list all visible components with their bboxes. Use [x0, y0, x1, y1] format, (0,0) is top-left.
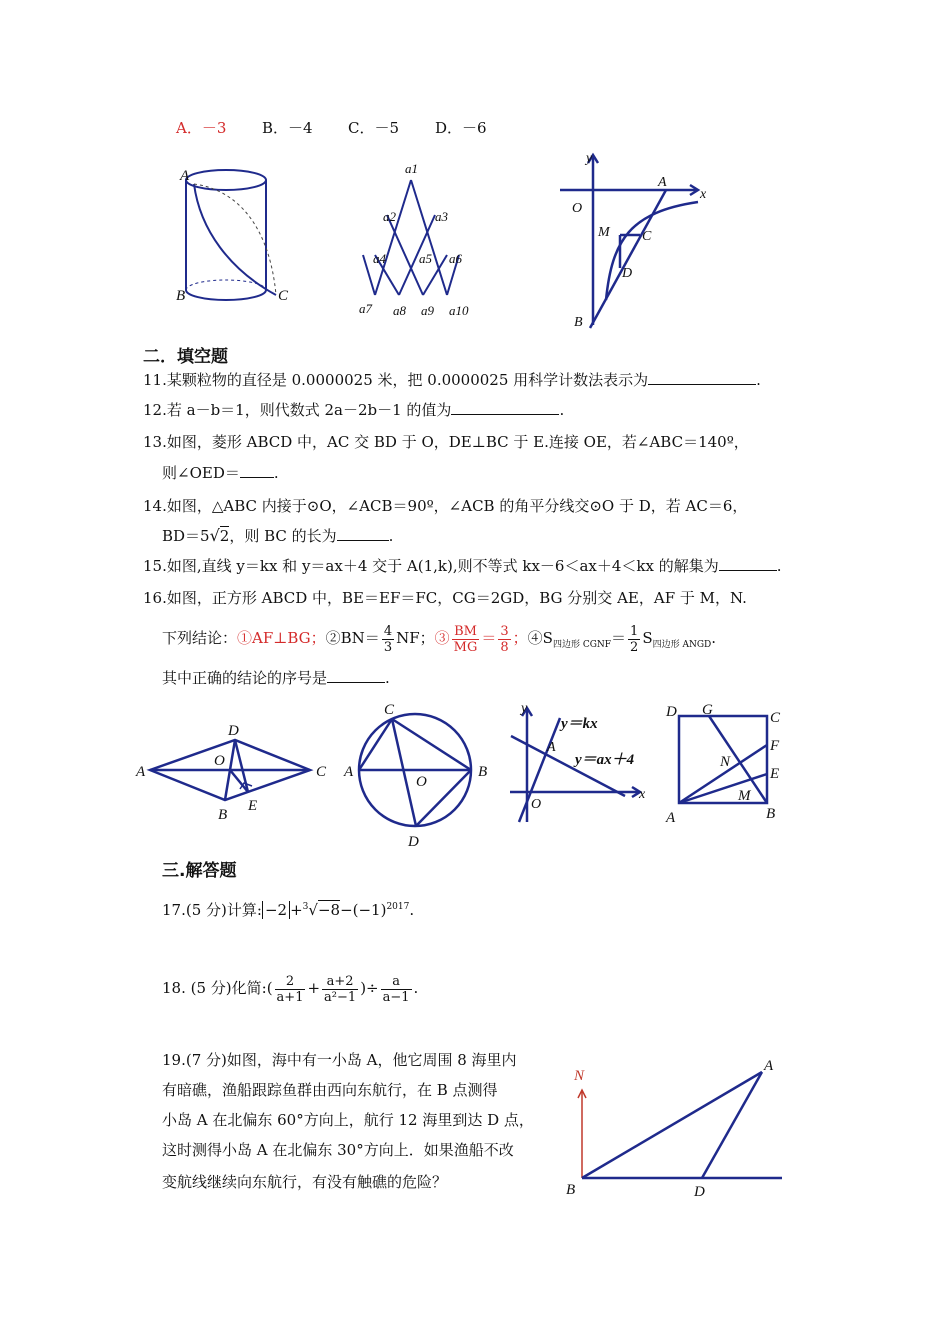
q16-line3: 其中正确的结论的序号是 .: [162, 669, 390, 687]
graph-c: C: [642, 229, 652, 244]
tri-a2: a2: [383, 209, 396, 224]
ci-d: D: [408, 834, 419, 850]
choice-d: D．－6: [435, 119, 487, 137]
q14-line2: BD＝5√2，则 BC 的长为 .: [162, 526, 394, 545]
q16-line1: 16.如图，正方形 ABCD 中，BE＝EF＝FC，CG＝2GD，BG 分别交 AE，AF 于 M，N.: [143, 589, 747, 607]
circle-figure: [340, 700, 500, 850]
q19-line5: 变航线继续向东航行，有没有触礁的危险？: [162, 1173, 448, 1191]
q19-line3: 小岛 A 在北偏东 60°方向上，航行 12 海里到达 D 点，: [162, 1111, 534, 1129]
q13-line1: 13.如图，菱形 ABCD 中，AC 交 BD 于 O，DE⊥BC 于 E.连接 OE，若∠ABC＝140º，: [143, 433, 749, 451]
ln-ykx: y＝kx: [561, 716, 598, 732]
q18: 18. (5 分)化简:( $\frac{2}{a+1}$ + $\frac{a+2}{\text{a²−1}}$ )÷ $\frac{a}{a-1}$ .: [162, 973, 419, 1005]
graph-b: B: [574, 315, 583, 330]
rh-e: E: [248, 798, 258, 814]
sq-f: F: [770, 738, 780, 754]
tri-a10: a10: [449, 303, 469, 318]
cylinder-figure: [170, 150, 290, 310]
q19-line4: 这时测得小岛 A 在北偏东 30°方向上．如果渔船不改: [162, 1141, 514, 1159]
graph-o: O: [572, 201, 583, 216]
graph-a: A: [658, 175, 667, 190]
sq-b: B: [766, 806, 776, 822]
q19-line1: 19.(7 分)如图，海中有一小岛 A，他它周围 8 海里内: [162, 1051, 517, 1069]
sq-e: E: [770, 766, 780, 782]
q12: 12.若 a－b＝1，则代数式 2a－2b－1 的值为 .: [143, 401, 565, 419]
rh-b: B: [218, 807, 228, 823]
graph-d: D: [622, 266, 633, 281]
ln-yax: y＝ax＋4: [575, 752, 635, 768]
square-figure: [662, 698, 792, 828]
tri-a1: a1: [405, 161, 418, 176]
tri-a3: a3: [435, 209, 448, 224]
choice-b: B．－4: [262, 119, 313, 137]
q11: 11.某颗粒物的直径是 0.0000025 米，把 0.0000025 用科学计数法表示为 .: [143, 371, 761, 389]
tri-a7: a7: [359, 301, 372, 316]
graph-m: M: [598, 225, 610, 240]
conclusion-1: ①AF⊥BG；: [237, 629, 326, 647]
q14-line1: 14.如图，△ABC 内接于⊙O，∠ACB＝90º，∠ACB 的角平分线交⊙O 于 D，若 AC＝6，: [143, 497, 748, 515]
cyl-label-c: C: [278, 288, 289, 304]
sq-n: N: [720, 754, 731, 770]
ci-a: A: [344, 764, 354, 780]
q15: 15.如图,直线 y＝kx 和 y＝ax＋4 交于 A(1,k),则不等式 kx－6＜ax＋4＜kx 的解集为 .: [143, 557, 782, 575]
sq-g: G: [702, 702, 713, 718]
tri-a8: a8: [393, 303, 406, 318]
conclusion-3: ③ $\frac{BM}{MG}$ ＝ $\frac{3}{8}$ ；: [434, 623, 528, 655]
fig19-b: B: [566, 1182, 576, 1198]
graph-y: y: [586, 151, 593, 166]
q13-line2: 则∠OED＝ .: [162, 464, 279, 482]
ln-o: O: [531, 797, 542, 812]
tri-a4: a4: [373, 251, 386, 266]
rh-a: A: [136, 764, 146, 780]
fig19-n: N: [574, 1068, 585, 1084]
frac-4-3: $\frac{4}{3}$: [383, 623, 393, 655]
rh-o: O: [214, 753, 225, 769]
section-2-title: 二．填空题: [143, 347, 228, 367]
q17: 17.(5 分)计算: $-2 +^3√-8-(-1)^{2017}$.: [162, 901, 415, 919]
sq-m: M: [738, 788, 751, 804]
choice-c: C．－5: [348, 119, 400, 137]
q16-line2: 下列结论：①AF⊥BG；②BN＝ $\frac{4}{3}$ NF；③ $\frac{BM}{MG}$ ＝ $\frac{3}{8}$ ；$④S_{四边形 CGNF}=$ $\frac{1}{2}$ $S_{四边形 ANGD}$.: [162, 623, 717, 655]
lattice-figure: [355, 155, 485, 320]
ln-x: x: [639, 787, 646, 802]
rhombus-figure: [130, 715, 340, 825]
tri-a9: a9: [421, 303, 434, 318]
hyperbola-graph: [560, 150, 720, 330]
tri-a5: a5: [419, 251, 432, 266]
fig19-d: D: [694, 1184, 705, 1200]
sq-d: D: [666, 704, 677, 720]
sq-a: A: [666, 810, 676, 826]
cyl-label-b: B: [176, 288, 186, 304]
choice-a: A．－3: [176, 119, 227, 137]
ci-c: C: [384, 702, 395, 718]
ci-b: B: [478, 764, 488, 780]
ln-y: y: [521, 701, 528, 716]
tri-a6: a6: [449, 251, 462, 266]
island-figure: [560, 1050, 790, 1205]
rh-c: C: [316, 764, 327, 780]
ci-o: O: [416, 774, 427, 790]
graph-x: x: [700, 187, 707, 202]
section-3-title: 三.解答题: [162, 861, 237, 881]
sq-c: C: [770, 710, 781, 726]
two-lines-graph: [505, 698, 655, 828]
fig19-a: A: [764, 1058, 774, 1074]
ln-a: A: [547, 740, 556, 755]
q19-line2: 有暗礁，渔船跟踪鱼群由西向东航行，在 B 点测得: [162, 1081, 498, 1099]
rh-d: D: [228, 723, 239, 739]
cyl-label-a: A: [180, 168, 190, 184]
